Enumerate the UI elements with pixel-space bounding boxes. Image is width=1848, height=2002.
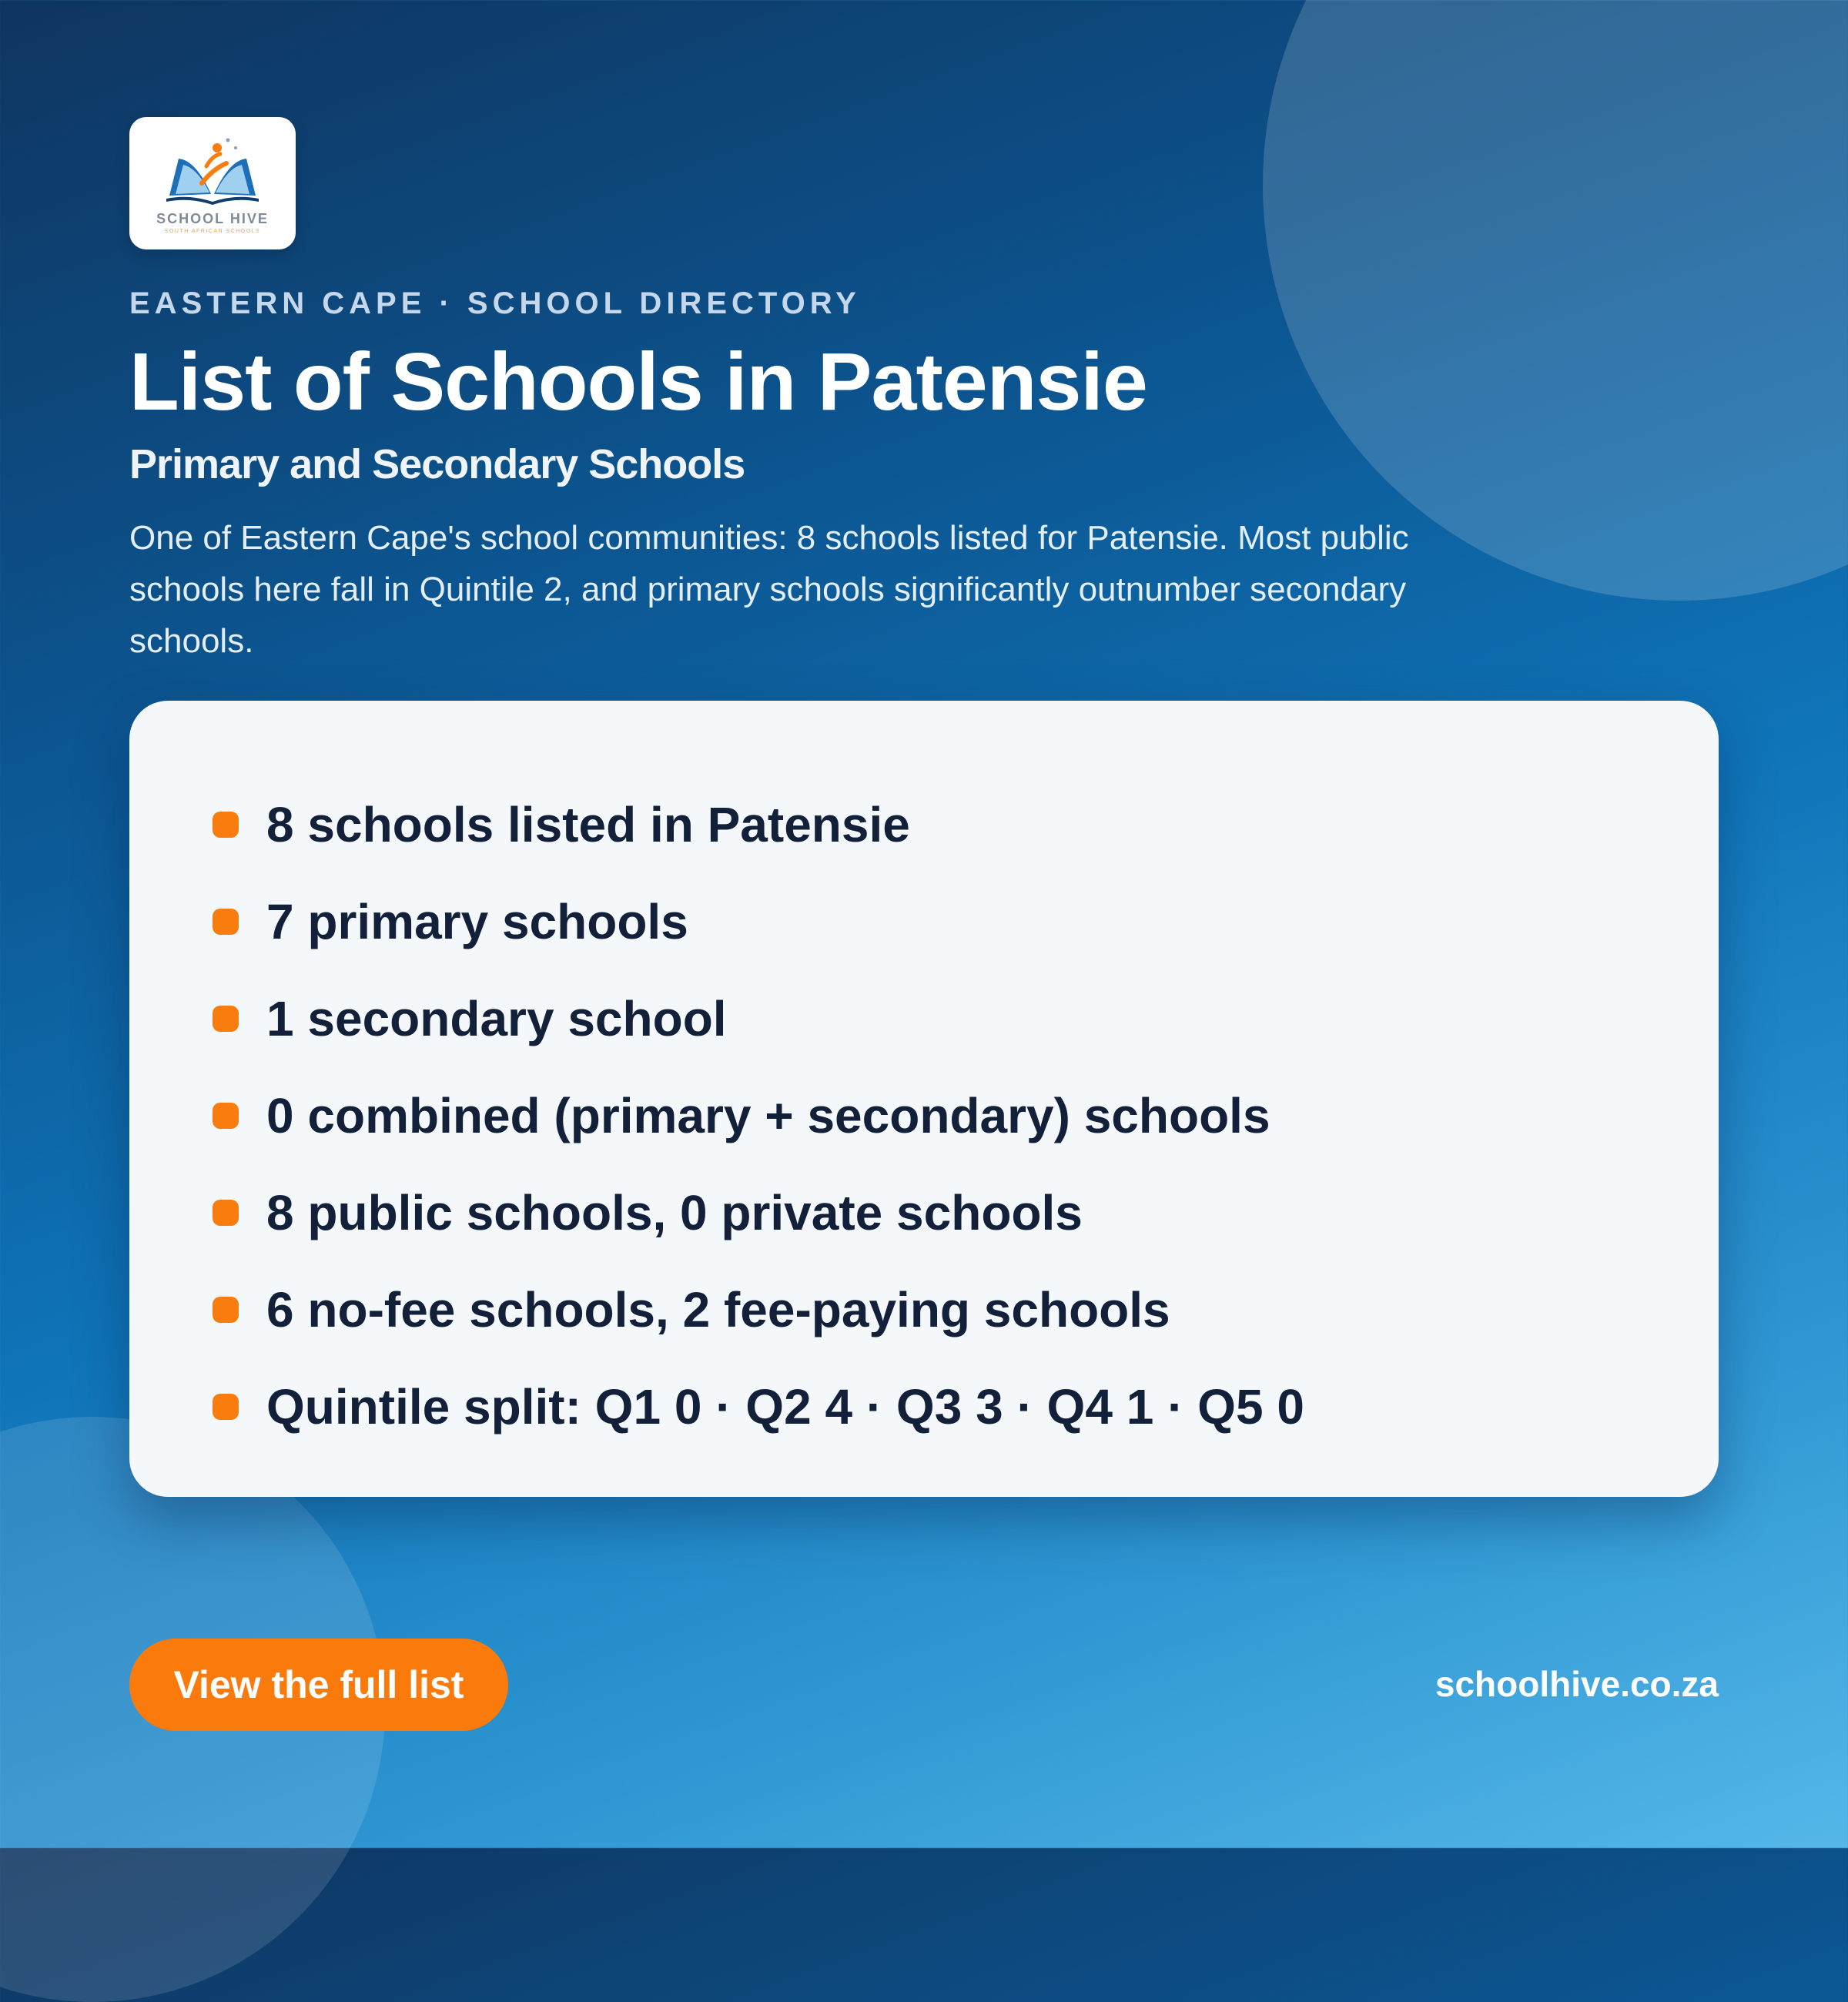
logo-wordmark: SCHOOL HIVE — [156, 211, 269, 226]
list-item — [213, 1358, 1304, 1455]
bullet-icon — [213, 1103, 239, 1129]
stat-text: 8 public schools, 0 private schools — [266, 1185, 1083, 1240]
logo-tagline: SOUTH AFRICAN SCHOOLS — [164, 229, 261, 234]
list-item — [213, 776, 1304, 873]
list-item — [213, 873, 1304, 970]
stat-text: 8 schools listed in Patensie — [266, 797, 910, 852]
bullet-icon — [213, 1006, 239, 1032]
bullet-icon — [213, 909, 239, 935]
list-item — [213, 1067, 1304, 1164]
stats-list — [213, 776, 1304, 1455]
stats-card — [129, 701, 1719, 1497]
bullet-icon — [213, 1394, 239, 1420]
page-title: List of Schools in Patensie — [129, 336, 1147, 427]
list-item — [213, 1164, 1304, 1261]
stat-text: 6 no-fee schools, 2 fee-paying schools — [266, 1282, 1170, 1337]
view-full-list-button[interactable]: View the full list — [129, 1639, 508, 1731]
bullet-icon — [213, 1200, 239, 1226]
open-book-icon — [159, 132, 266, 209]
bullet-icon — [213, 812, 239, 838]
eyebrow-label: EASTERN CAPE · SCHOOL DIRECTORY — [129, 286, 861, 320]
list-item — [213, 1261, 1304, 1358]
page-subtitle: Primary and Secondary Schools — [129, 441, 745, 487]
page-description: One of Eastern Cape's school communities: 8 schools listed for Patensie. Most public schools here fall in Quintile 2, and primary schools significantly outnumber secondary schools. — [129, 519, 1409, 660]
background-circle — [1263, 0, 1848, 601]
bullet-icon — [213, 1297, 239, 1323]
stat-text: 1 secondary school — [266, 991, 727, 1046]
site-domain-link[interactable]: schoolhive.co.za — [1435, 1664, 1719, 1704]
stat-text: 0 combined (primary + secondary) schools — [266, 1088, 1270, 1143]
stat-text: Quintile split: Q1 0 · Q2 4 · Q3 3 · Q4 1 · Q5 0 — [266, 1379, 1304, 1435]
stat-text: 7 primary schools — [266, 894, 688, 949]
list-item — [213, 970, 1304, 1067]
school-hive-logo — [129, 117, 296, 249]
